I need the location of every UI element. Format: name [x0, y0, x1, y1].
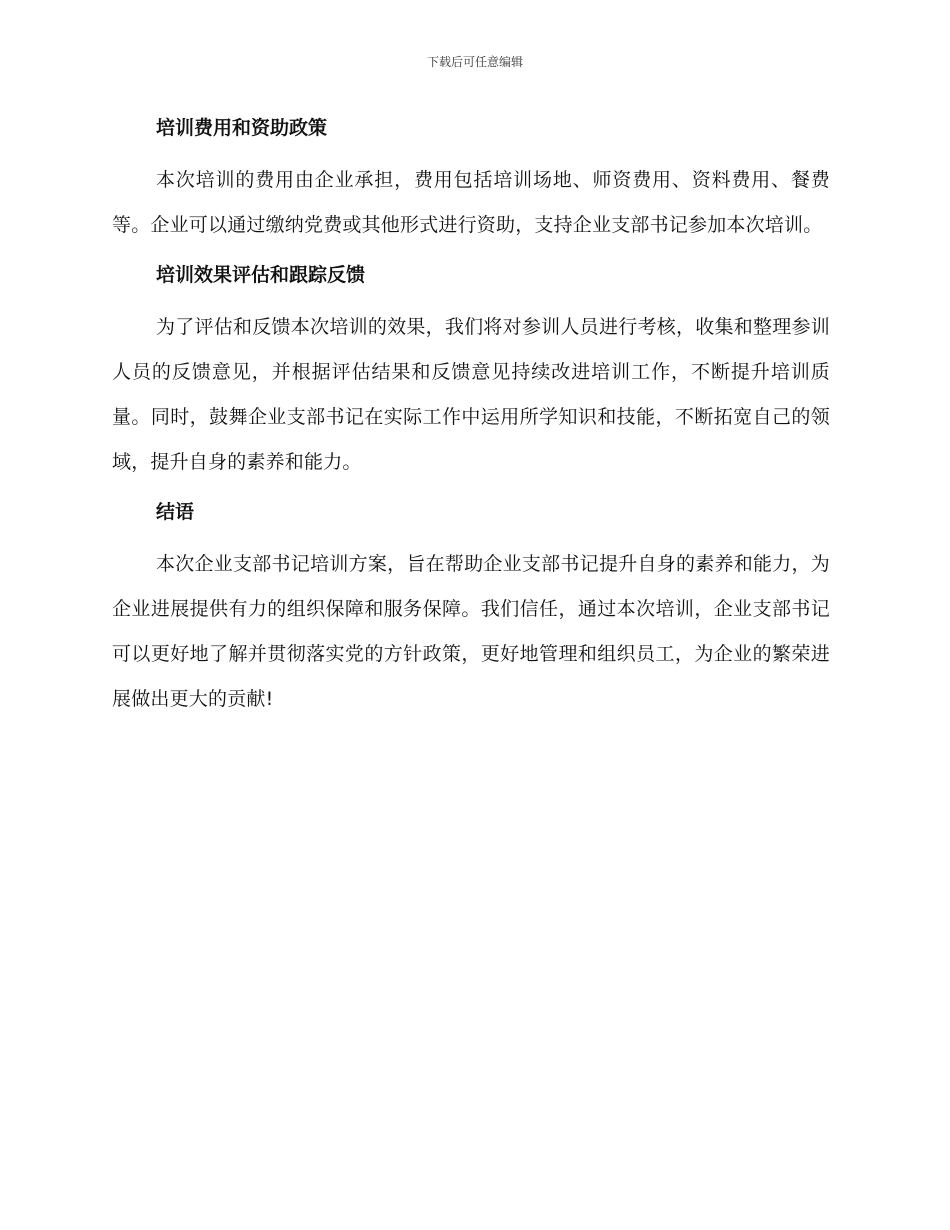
section-paragraph: 本次企业支部书记培训方案，旨在帮助企业支部书记提升自身的素养和能力，为企业进展提供有力的组织保障和服务保障。我们信任，通过本次培训，企业支部书记可以更好地了解并贯彻落实党的方针政策，更好地管理和组织员工，为企业的繁荣进展做出更大的贡献! — [112, 553, 830, 710]
section-funding — [112, 113, 830, 248]
section-title: 培训费用和资助政策 — [156, 117, 328, 139]
section-title: 培训效果评估和跟踪反馈 — [156, 264, 366, 286]
section-title: 结语 — [156, 501, 195, 523]
section-evaluation — [112, 260, 830, 485]
section-conclusion — [112, 497, 830, 722]
page-header: 下载后可任意编辑 — [426, 55, 523, 69]
section-paragraph: 为了评估和反馈本次培训的效果，我们将对参训人员进行考核，收集和整理参训人员的反馈意见，并根据评估结果和反馈意见持续改进培训工作，不断提升培训质量。同时，鼓舞企业支部书记在实际工作中运用所学知识和技能，不断拓宽自己的领域，提升自身的素养和能力。 — [112, 316, 830, 473]
section-paragraph: 本次培训的费用由企业承担，费用包括培训场地、师资费用、资料费用、餐费等。企业可以通过缴纳党费或其他形式进行资助，支持企业支部书记参加本次培训。 — [112, 169, 830, 236]
document-body — [112, 113, 830, 734]
